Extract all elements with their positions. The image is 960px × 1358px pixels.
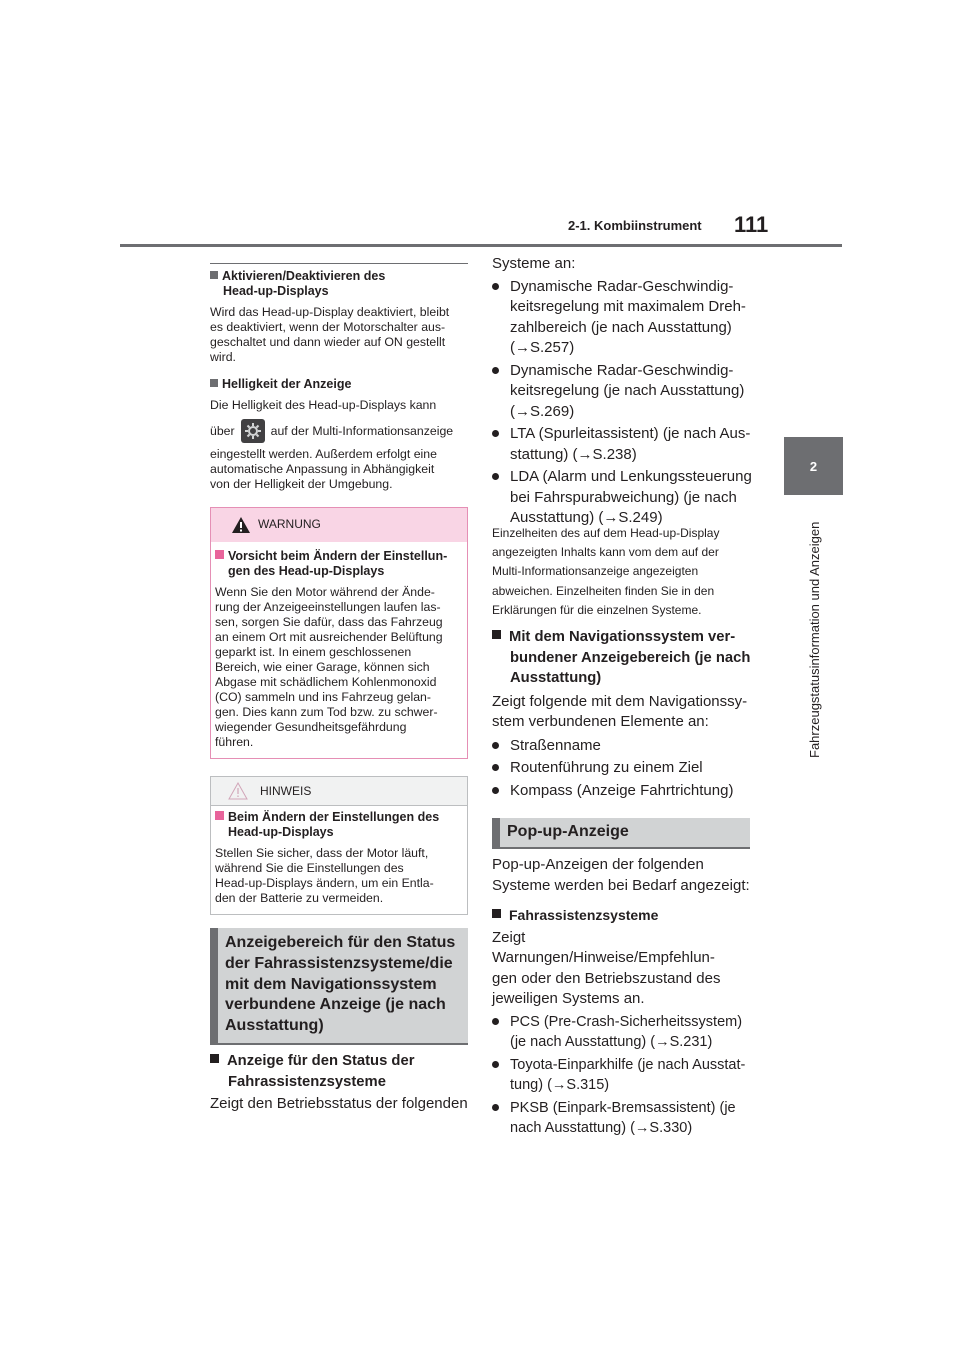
- popup-block: [492, 855, 752, 1139]
- systems-intro: Systeme an:: [492, 255, 576, 272]
- assist-status-heading: Anzeige für den Status der Fahrassistenzsysteme: [210, 1051, 470, 1092]
- assist-status-body: Zeigt den Betriebsstatus der folgenden: [210, 1095, 468, 1112]
- square-bullet-icon: [492, 909, 501, 918]
- note-header: [211, 777, 467, 806]
- list-item: LDA (Alarm und Lenkungssteuerung bei Fahrspurabweichung) (je nach Ausstattung) (→S.249): [492, 467, 752, 529]
- popup-intro: Pop-up-Anzeigen der folgenden Systeme werden bei Bedarf angezeigt:: [492, 856, 750, 894]
- list-item: PKSB (Einpark-Bremsassistent) (je nach Ausstattung) (→S.330): [492, 1098, 752, 1139]
- warning-triangle-icon: [231, 516, 251, 534]
- warning-label: WARNUNG: [258, 517, 321, 531]
- list-item: LTA (Spurleitassistent) (je nach Aus- stattung) (→S.238): [492, 424, 752, 465]
- list-item: Straßenname: [492, 736, 752, 757]
- warning-body: Wenn Sie den Motor während der Ände- rung der Anzeigeeinstellungen laufen las- sen, sorgen Sie dafür, dass das Fahrzeug an einem Ort mit ausreichender Belüftung geparkt ist. In einem geschlossenen Bereich, wie einer Garage, können sich Abgase mit schädlichem Kohlenmonoxid (CO) sammeln und ins Fahrzeug gelan- gen. Dies kann zum Tod bzw. zu schwer- wiegender Gesundheitsgefährdung führen.: [215, 585, 443, 749]
- list-item: Dynamische Radar-Geschwindig- keitsregelung mit maximalem Dreh- zahlbereich (je nach Ausstattung) (→S.257): [492, 277, 752, 359]
- chapter-title-vertical: [807, 508, 832, 758]
- square-bullet-icon: [215, 550, 224, 559]
- warning-content: [215, 549, 465, 750]
- list-item: Routenführung zu einem Ziel: [492, 758, 752, 779]
- column-top-rule: [210, 263, 468, 264]
- caution-triangle-icon: [228, 782, 248, 800]
- chapter-number: 2: [809, 458, 818, 474]
- note-rule: [211, 805, 467, 806]
- page-number: 111: [734, 212, 769, 237]
- list-item: Kompass (Anzeige Fahrtrichtung): [492, 781, 752, 802]
- brightness-heading: Helligkeit der Anzeige: [210, 377, 470, 392]
- nav-block: [492, 627, 752, 801]
- square-bullet-icon: [215, 811, 224, 820]
- warning-heading: Vorsicht beim Ändern der Einstellun- gen des Head-up-Displays: [215, 549, 465, 579]
- activate-body: Wird das Head-up-Display deaktiviert, bleibt es deaktiviert, wenn der Motorschalter aus- geschaltet und dann wieder auf ON gestellt wird.: [210, 305, 450, 364]
- assist-systems-body: Zeigt Warnungen/Hinweise/Empfehlun- gen oder den Betriebszustand des jeweiligen Systems an.: [492, 928, 721, 1007]
- brightness-block: [210, 377, 470, 492]
- settings-gear-icon: [241, 419, 265, 443]
- nav-body: Zeigt folgende mit dem Navigationssy- stem verbundenen Elemente an:: [492, 692, 748, 730]
- note-body: Stellen Sie sicher, dass der Motor läuft, während Sie die Einstellungen des Head-up-Displays ändern, um ein Entla- den der Batterie zu vermeiden.: [215, 846, 434, 905]
- section-heading-status: Anzeigebereich für den Status der Fahrassistenzsysteme/die mit dem Navigationssystem verbundene Anzeige (je nach Ausstattung): [210, 928, 468, 1043]
- chapter-title: Fahrzeugstatusinformation und Anzeigen: [807, 521, 822, 758]
- nav-heading: Mit dem Navigationssystem ver- bundener Anzeigebereich (je nach Ausstattung): [492, 627, 752, 689]
- header-rule: [120, 244, 842, 247]
- square-bullet-icon: [210, 1054, 219, 1063]
- activate-heading: Aktivieren/Deaktivieren des Head-up-Displays: [210, 269, 470, 299]
- assist-systems-heading: Fahrassistenzsysteme: [492, 905, 752, 926]
- square-bullet-icon: [492, 630, 501, 639]
- square-bullet-icon: [210, 379, 218, 387]
- warning-header: [211, 508, 467, 542]
- assist-status-block: [210, 1051, 470, 1115]
- list-item: PCS (Pre-Crash-Sicherheitssystem) (je nach Ausstattung) (→S.231): [492, 1012, 752, 1053]
- list-item: Toyota-Einparkhilfe (je nach Ausstat- tung) (→S.315): [492, 1055, 752, 1096]
- list-item: Dynamische Radar-Geschwindig- keitsregelung (je nach Ausstattung) (→S.269): [492, 361, 752, 423]
- section-heading-rule: [210, 1043, 468, 1045]
- square-bullet-icon: [210, 271, 218, 279]
- note-heading: Beim Ändern der Einstellungen des Head-up-Displays: [215, 810, 465, 840]
- note-content: [215, 810, 465, 906]
- note-label: HINWEIS: [260, 784, 312, 798]
- section-heading-popup: Pop-up-Anzeige: [492, 818, 750, 847]
- section-title: 2-1. Kombiinstrument: [568, 218, 702, 233]
- chapter-tab: [784, 437, 843, 495]
- brightness-body: Die Helligkeit des Head-up-Displays kann über auf der Multi-Informationsanzeige eingestellt werden. Außerdem erfolgt eine automatische Anpassung in Abhängigkeit von der Helligkeit der Umgebung.: [210, 398, 454, 491]
- details-note: Einzelheiten des auf dem Head-up-Display angezeigten Inhalts kann vom dem auf der Multi-Informationsanzeige angezeigten abweichen. Einzelheiten finden Sie in den Erklärungen für die einzelnen Systeme.: [492, 526, 720, 617]
- systems-block: [492, 254, 752, 529]
- section-heading-rule: [492, 847, 750, 849]
- activate-block: [210, 269, 470, 365]
